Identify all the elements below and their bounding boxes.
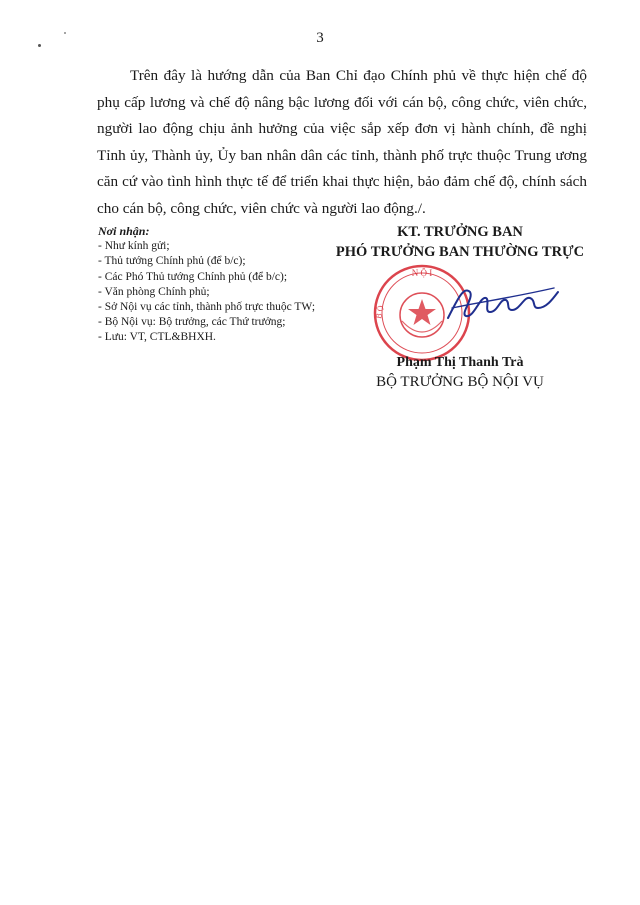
body-paragraph: Trên đây là hướng dẫn của Ban Chỉ đạo Chính phủ về thực hiện chế độ phụ cấp lương và chế độ nâng bậc lương đối với cán bộ, công chức, viên chức, người lao động chịu ảnh hưởng của việc sắp xếp đơn vị hành chính, đề nghị Tỉnh ủy, Thành ủy, Ủy ban nhân dân các tỉnh, thành phố trực thuộc Trung ương căn cứ vào tình hình thực tế để triển khai thực hiện, bảo đảm chế độ, chính sách cho cán bộ, công chức, viên chức và người lao động./. [97,67,587,217]
signer-position: BỘ TRƯỞNG BỘ NỘI VỤ [376,374,544,390]
svg-text:B Ộ: B Ộ [374,304,386,320]
recipient-item: - Bộ Nội vụ: Bộ trưởng, các Thứ trưởng; [98,316,286,329]
page-number: 3 [316,30,324,46]
signature-title-line2: PHÓ TRƯỞNG BAN THƯỜNG TRỰC [335,244,585,260]
recipient-item: - Thủ tướng Chính phủ (để b/c); [98,255,246,268]
recipient-item: - Văn phòng Chính phủ; [98,285,210,298]
recipient-item: - Lưu: VT, CTL&BHXH. [98,331,216,344]
svg-text:N Ộ I: N Ộ I [411,268,433,278]
signer-name: Phạm Thị Thanh Trà [396,355,524,370]
recipient-item: - Các Phó Thủ tướng Chính phủ (để b/c); [98,270,288,283]
handwritten-signature-icon [440,278,560,328]
recipient-item: - Như kính gửi; [98,240,170,253]
signature-titles [320,222,600,262]
signature-title-line1: KT. TRƯỞNG BAN [397,224,523,240]
recipients-heading: Nơi nhận: [98,224,150,238]
recipients-list [98,239,358,345]
recipient-item: - Sở Nội vụ các tỉnh, thành phố trực thuộc TW; [98,301,316,314]
recipients-block [98,224,358,346]
